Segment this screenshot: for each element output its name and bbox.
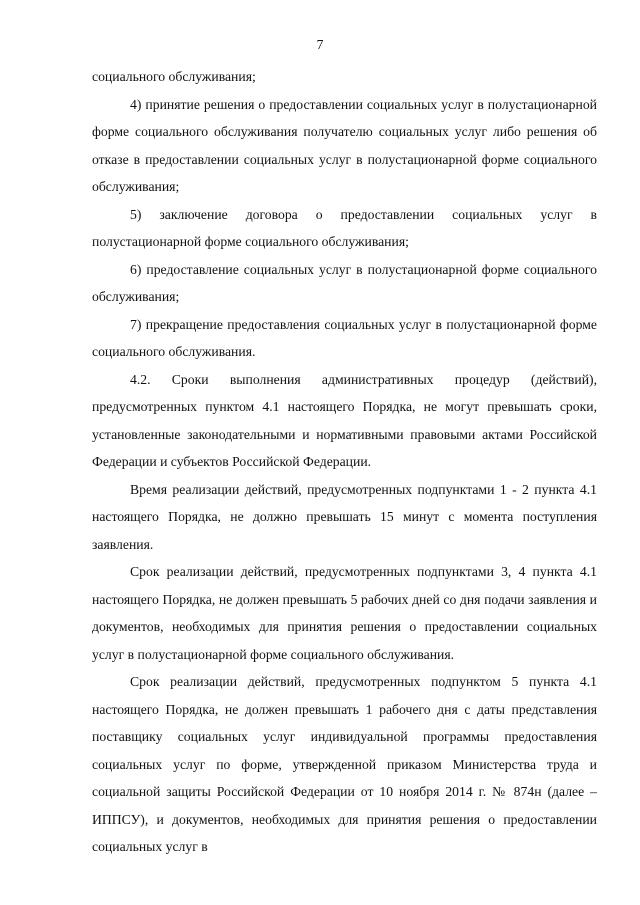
paragraph-time-limit-3-4: Срок реализации действий, предусмотренных подпунктами 3, 4 пункта 4.1 настоящего Порядка, не должен превышать 5 рабочих дней со дня подачи заявления и документов, необходимых для принятия решения о предоставлении социальных услуг в полустационарной форме социального обслуживания. <box>92 564 597 662</box>
paragraph-item-5: 5) заключение договора о предоставлении социальных услуг в полустационарной форме социального обслуживания; <box>92 206 597 249</box>
paragraph-item-6: 6) предоставление социальных услуг в полустационарной форме социального обслуживания; <box>92 261 597 304</box>
paragraph-item-4: 4) принятие решения о предоставлении социальных услуг в полустационарной форме социального обслуживания получателю социальных услуг либо решения об отказе в предоставлении социальных услуг в полустационарной форме социального обслуживания; <box>92 96 597 194</box>
paragraph-time-limit-5: Срок реализации действий, предусмотренных подпунктом 5 пункта 4.1 настоящего Порядка, не должен превышать 1 рабочего дня с даты представления поставщику социальных услуг индивидуальной программы предоставления социальных услуг по форме, утвержденной приказом Министерства труда и социальной защиты Российской Федерации от 10 ноября 2014 г. № 874н (далее – ИППСУ), и документов, необходимых для принятия решения о предоставлении социальных услуг в <box>92 674 597 854</box>
document-body <box>92 63 597 861</box>
paragraph-continuation: социального обслуживания; <box>92 69 256 84</box>
paragraph-item-7: 7) прекращение предоставления социальных услуг в полустационарной форме социального обслуживания. <box>92 316 597 359</box>
paragraph-time-limit-1-2: Время реализации действий, предусмотренных подпунктами 1 - 2 пункта 4.1 настоящего Порядка, не должно превышать 15 минут с момента поступления заявления. <box>92 481 597 552</box>
paragraph-section-4-2: 4.2. Сроки выполнения административных процедур (действий), предусмотренных пунктом 4.1 настоящего Порядка, не могут превышать сроки, установленные законодательными и нормативными правовыми актами Российской Федерации и субъектов Российской Федерации. <box>92 371 597 469</box>
page-number: 7 <box>316 37 324 52</box>
